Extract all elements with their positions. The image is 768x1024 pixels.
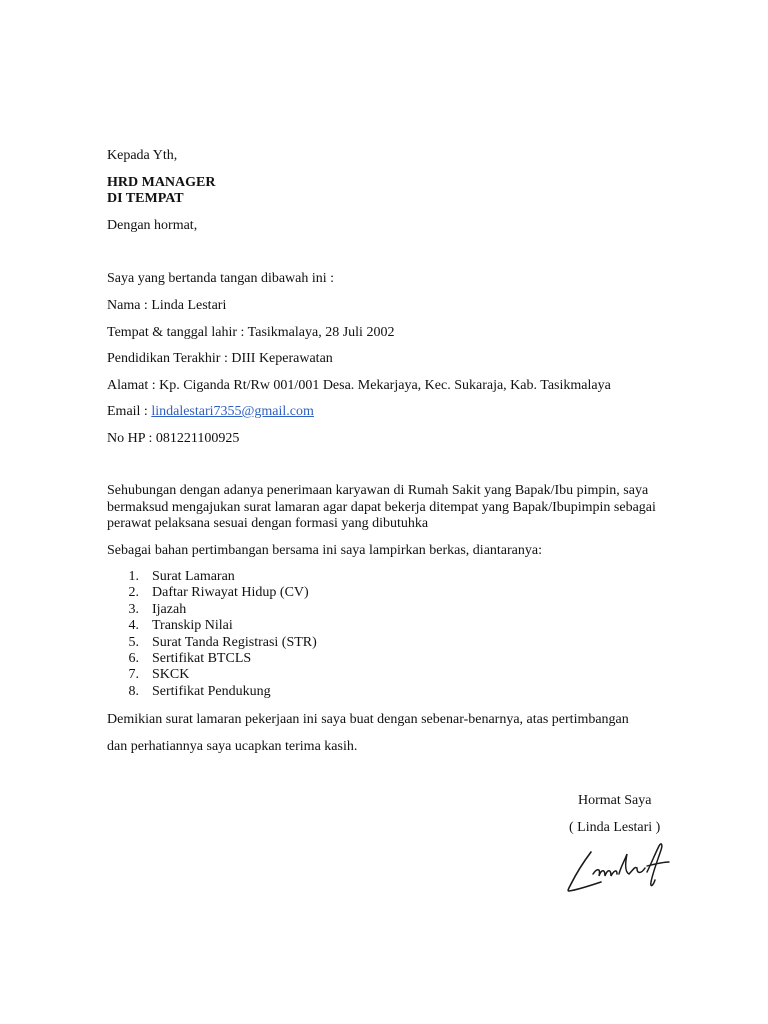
list-item: 1. Surat Lamaran bbox=[128, 569, 235, 584]
attachments-list bbox=[107, 569, 317, 700]
list-item: 4. Transkip Nilai bbox=[128, 618, 233, 634]
recipient-line-2: DI TEMPAT bbox=[107, 191, 184, 206]
body-line-3: perawat pelaksana sesuai dengan formasi yang dibutuhka bbox=[107, 516, 429, 531]
signer-name: ( Linda Lestari ) bbox=[569, 820, 661, 835]
field-name: Nama : Linda Lestari bbox=[107, 298, 227, 313]
salutation-to: Kepada Yth, bbox=[107, 148, 178, 163]
closing-line-1: Demikian surat lamaran pekerjaan ini saya buat dengan sebenar-benarnya, atas pertimbangan bbox=[107, 712, 629, 727]
recipient-line-1: HRD MANAGER bbox=[107, 175, 216, 190]
signature-image bbox=[563, 838, 673, 896]
body-line-1: Sehubungan dengan adanya penerimaan karyawan di Rumah Sakit yang Bapak/Ibu pimpin, saya bbox=[107, 483, 649, 498]
email-link[interactable]: lindalestari7355@gmail.com bbox=[151, 404, 314, 419]
list-item: 5. Surat Tanda Registrasi (STR) bbox=[128, 634, 317, 650]
list-item: 3. Ijazah bbox=[128, 601, 187, 617]
closing-line-2: dan perhatiannya saya ucapkan terima kasih. bbox=[107, 739, 358, 754]
field-phone: No HP : 081221100925 bbox=[107, 431, 240, 446]
list-item: 8. Sertifikat Pendukung bbox=[128, 683, 271, 699]
field-email bbox=[107, 403, 314, 420]
intro-text: Saya yang bertanda tangan dibawah ini : bbox=[107, 271, 335, 286]
attachments-intro: Sebagai bahan pertimbangan bersama ini saya lampirkan berkas, diantaranya: bbox=[107, 543, 542, 558]
field-birth: Tempat & tanggal lahir : Tasikmalaya, 28 Juli 2002 bbox=[107, 325, 395, 340]
list-item: 6. Sertifikat BTCLS bbox=[128, 650, 252, 666]
greeting: Dengan hormat, bbox=[107, 218, 198, 233]
list-item: 2. Daftar Riwayat Hidup (CV) bbox=[128, 585, 309, 601]
field-education: Pendidikan Terakhir : DIII Keperawatan bbox=[107, 351, 333, 366]
body-line-2: bermaksud mengajukan surat lamaran agar dapat bekerja ditempat yang Bapak/Ibupimpin sebagai bbox=[107, 499, 656, 515]
email-label: Email : bbox=[107, 404, 152, 419]
body-paragraph bbox=[107, 483, 667, 533]
list-item: 7. SKCK bbox=[128, 667, 190, 683]
field-address: Alamat : Kp. Ciganda Rt/Rw 001/001 Desa. Mekarjaya, Kec. Sukaraja, Kab. Tasikmalaya bbox=[107, 378, 611, 393]
sign-off: Hormat Saya bbox=[578, 793, 652, 808]
